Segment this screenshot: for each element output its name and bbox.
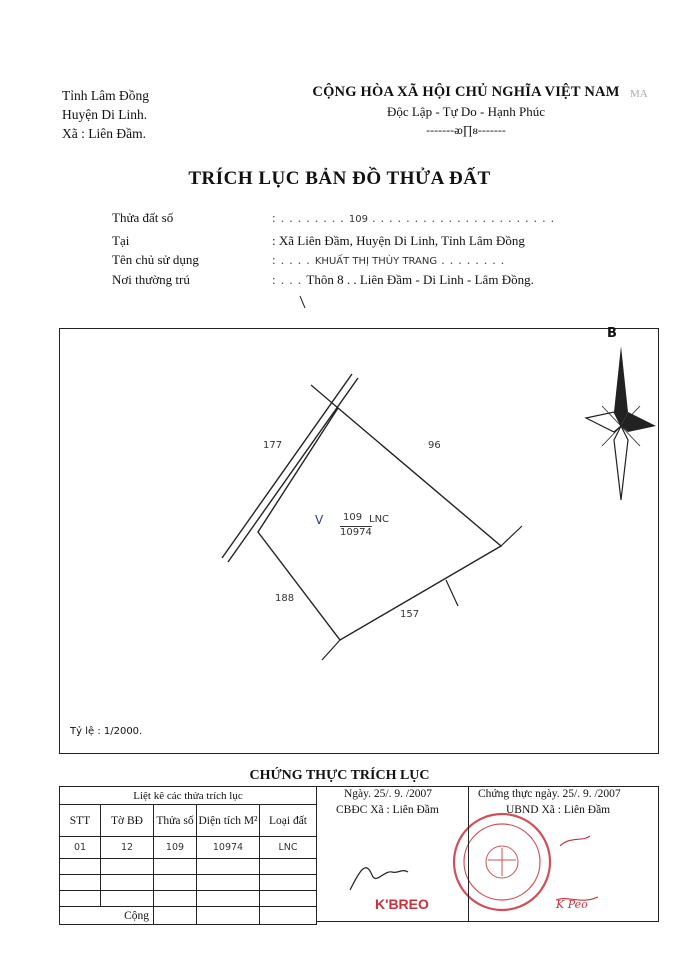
cell-area: 10974 bbox=[197, 837, 260, 859]
officer-date: Ngày. 25/. 9. /2007 bbox=[344, 788, 433, 800]
parcel-number-value: 109 bbox=[348, 214, 368, 225]
cell-parcel: 109 bbox=[154, 837, 197, 859]
commune-text: Xã : Liên Đầm. bbox=[62, 126, 146, 141]
scale-text: Tỷ lệ : 1/2000. bbox=[70, 726, 143, 737]
committee-office: UBND Xã : Liên Đầm bbox=[506, 804, 611, 816]
parcel-area-map: 10974 bbox=[340, 527, 372, 538]
boundary-ext-right bbox=[501, 526, 522, 546]
boundary-ext-bottom bbox=[446, 580, 458, 606]
committee-signature: K Peo bbox=[556, 898, 588, 911]
neighbor-parcel-tr: 96 bbox=[428, 440, 441, 451]
officer-office: CBĐC Xã : Liên Đầm bbox=[336, 804, 439, 816]
tick-mark bbox=[300, 296, 305, 308]
header-sheet: Tờ BĐ bbox=[101, 805, 154, 837]
header-area: Diện tích M² bbox=[197, 805, 260, 837]
header-land-type: Loại đất bbox=[260, 805, 317, 837]
residence-field: : . . . Thôn 8 . . Liên Đầm - Di Linh - Lâm Đồng. bbox=[272, 272, 534, 287]
parcel-number-label: Thửa đất số bbox=[112, 210, 174, 225]
district-text: Huyện Di Linh. bbox=[62, 107, 148, 122]
nation-title: CỘNG HÒA XÃ HỘI CHỦ NGHĨA VIỆT NAM bbox=[312, 84, 620, 100]
owner-field: : . . . . KHUẤT THỊ THÙY TRANG . . . . . . . . bbox=[272, 252, 506, 267]
header-parcel: Thửa số bbox=[154, 805, 197, 837]
neighbor-parcel-br: 157 bbox=[400, 609, 420, 620]
parcel-number-field: : . . . . . . . . 109 . . . . . . . . . . . . . . . . . . . . . . bbox=[272, 210, 555, 225]
parcel-number-map: 109 bbox=[343, 512, 363, 523]
location-label: Tại bbox=[112, 233, 130, 248]
certification-title: CHỨNG THỰC TRÍCH LỤC bbox=[249, 768, 430, 783]
north-arrow-icon bbox=[586, 346, 656, 500]
road-line-outer bbox=[228, 378, 358, 562]
province-text: Tỉnh Lâm Đồng bbox=[62, 88, 149, 103]
cell-stt: 01 bbox=[60, 837, 101, 859]
header-stt: STT bbox=[60, 805, 101, 837]
owner-label: Tên chủ sử dụng bbox=[112, 252, 199, 267]
boundary-ext-bottomleft bbox=[322, 640, 340, 660]
road-line-inner bbox=[222, 374, 352, 558]
committee-date: Chứng thực ngày. 25/. 9. /2007 bbox=[478, 788, 621, 800]
document-title: TRÍCH LỤC BẢN ĐỒ THỬA ĐẤT bbox=[188, 168, 491, 189]
total-label: Cộng bbox=[60, 907, 154, 925]
residence-label: Nơi thường trú bbox=[112, 272, 190, 287]
north-label: B bbox=[607, 326, 617, 341]
neighbor-parcel-bl: 188 bbox=[275, 593, 295, 604]
parcel-ledger-table bbox=[59, 786, 317, 925]
location-value: : Xã Liên Đầm, Huyện Di Linh, Tỉnh Lâm Đồng bbox=[272, 233, 525, 248]
residence-value: Thôn 8 . . Liên Đầm - Di Linh - Lâm Đồng. bbox=[306, 272, 534, 287]
corner-mark: MA bbox=[630, 88, 648, 100]
table-row bbox=[60, 837, 317, 859]
check-mark: V bbox=[315, 513, 324, 527]
ornament-divider: -------ᴔ∏ᴕ------- bbox=[426, 123, 506, 137]
table-caption: Liệt kê các thửa trích lục bbox=[60, 787, 317, 805]
neighbor-parcel-tl: 177 bbox=[263, 440, 283, 451]
signer-name-stamp: K'BREO bbox=[375, 896, 429, 912]
cell-land-type: LNC bbox=[260, 837, 317, 859]
cell-sheet: 12 bbox=[101, 837, 154, 859]
motto-text: Độc Lập - Tự Do - Hạnh Phúc bbox=[386, 104, 546, 119]
boundary-ext-top bbox=[311, 385, 338, 408]
owner-value: KHUẤT THỊ THÙY TRANG bbox=[314, 256, 438, 267]
land-type-map: LNC bbox=[369, 514, 390, 525]
